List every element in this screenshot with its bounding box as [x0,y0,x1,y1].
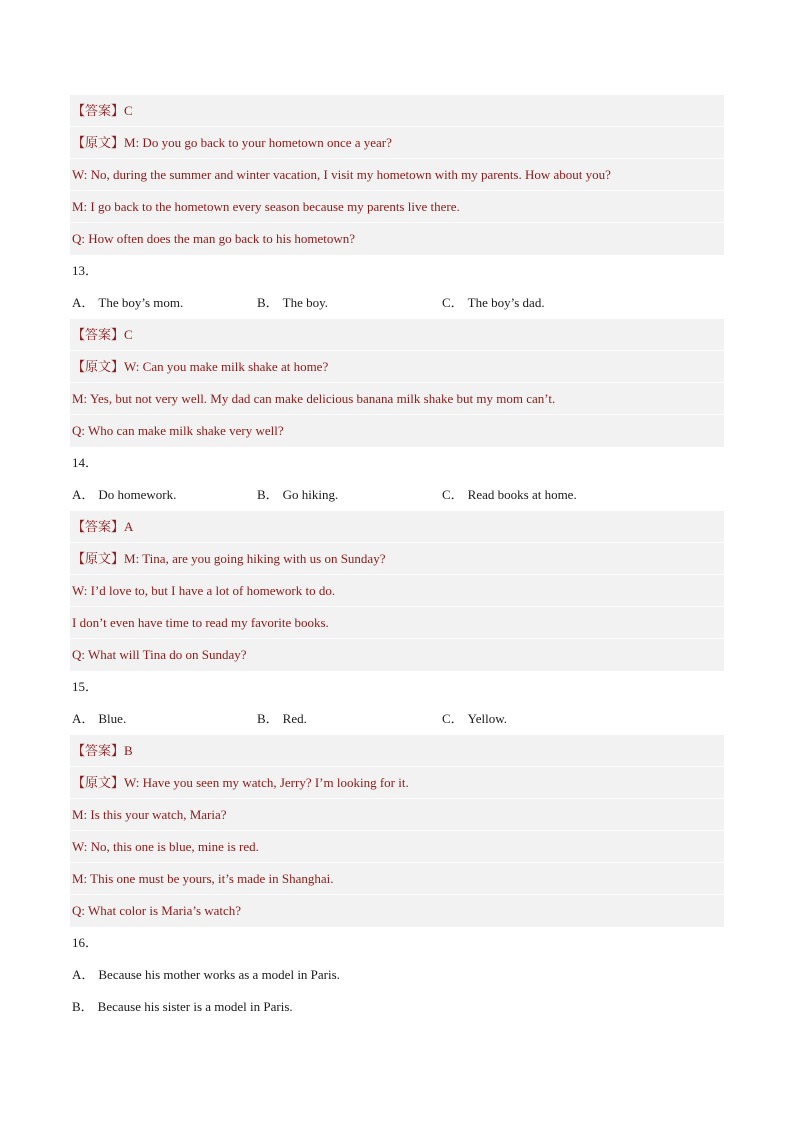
option-line [70,991,724,1023]
options-row [70,287,724,319]
answer-block [70,319,724,447]
answer-block [70,95,724,255]
answer-text: W: No, during the summer and winter vacation, I visit my hometown with my parents. How about you? [72,167,611,182]
answer-block [70,511,724,671]
answer-line [70,191,724,223]
answer-line [70,767,724,799]
option-item [442,479,627,511]
option-item [72,703,257,735]
option-text: The boy’s mom. [98,295,184,310]
option-letter: C． [442,487,464,502]
answer-tag: 【答案】 [72,519,125,534]
answer-text: M: Do you go back to your hometown once a year? [124,135,392,150]
question-number: 13． [72,263,99,278]
options-row [70,703,724,735]
answer-text: M: Is this your watch, Maria? [72,807,227,822]
answer-text: W: No, this one is blue, mine is red. [72,839,259,854]
answer-line [70,159,724,191]
option-item [257,287,442,319]
answer-line [70,223,724,255]
answer-text: C [124,103,133,118]
answer-tag: 【答案】 [72,743,125,758]
answer-text: M: Tina, are you going hiking with us on Sunday? [124,551,386,566]
option-text: Do homework. [98,487,177,502]
answer-text: Q: How often does the man go back to his hometown? [72,231,356,246]
answer-line [70,639,724,671]
options-row [70,479,724,511]
answer-text: W: Can you make milk shake at home? [124,359,329,374]
option-text: Read books at home. [467,487,577,502]
answer-text: A [124,519,134,534]
answer-line [70,351,724,383]
answer-line [70,831,724,863]
answer-line [70,415,724,447]
answer-text: M: This one must be yours, it’s made in Shanghai. [72,871,334,886]
option-letter: A． [72,967,95,982]
answer-block [70,735,724,927]
answer-text: B [124,743,133,758]
answer-line [70,607,724,639]
answer-text: Q: Who can make milk shake very well? [72,423,284,438]
answer-line [70,95,724,127]
option-letter: C． [442,711,464,726]
answer-tag: 【原文】 [72,135,125,150]
answer-line [70,383,724,415]
answer-text: W: Have you seen my watch, Jerry? I’m looking for it. [124,775,409,790]
answer-tag: 【答案】 [72,103,125,118]
option-letter: A． [72,711,95,726]
option-letter: B． [257,487,279,502]
answer-line [70,575,724,607]
answer-line [70,735,724,767]
answer-text: C [124,327,133,342]
option-text: Go hiking. [282,487,339,502]
option-letter: A． [72,487,95,502]
answer-line [70,863,724,895]
option-letter: C． [442,295,464,310]
question-number: 14． [72,455,99,470]
answer-text: Q: What will Tina do on Sunday? [72,647,247,662]
document-content [70,95,724,1023]
answer-line [70,543,724,575]
answer-text: Q: What color is Maria’s watch? [72,903,242,918]
answer-line [70,895,724,927]
answer-tag: 【原文】 [72,775,125,790]
option-text: The boy. [282,295,329,310]
question-number: 15． [72,679,99,694]
option-item [72,287,257,319]
option-text: Blue. [98,711,127,726]
question-number: 16． [72,935,99,950]
answer-text: M: Yes, but not very well. My dad can make delicious banana milk shake but my mom can’t. [72,391,556,406]
option-text: Red. [282,711,307,726]
option-text: Because his sister is a model in Paris. [97,999,293,1014]
option-line [70,959,724,991]
option-item [442,703,627,735]
answer-tag: 【原文】 [72,551,125,566]
option-item [257,703,442,735]
answer-line [70,127,724,159]
option-item [257,479,442,511]
option-item [442,287,627,319]
answer-line [70,511,724,543]
option-letter: B． [257,295,279,310]
answer-line [70,319,724,351]
answer-tag: 【原文】 [72,359,125,374]
answer-text: W: I’d love to, but I have a lot of homework to do. [72,583,336,598]
option-item [72,479,257,511]
answer-tag: 【答案】 [72,327,125,342]
option-letter: A． [72,295,95,310]
answer-text: M: I go back to the hometown every season because my parents live there. [72,199,460,214]
answer-text: I don’t even have time to read my favorite books. [72,615,329,630]
option-text: Yellow. [467,711,508,726]
option-letter: B． [257,711,279,726]
answer-line [70,799,724,831]
option-text: Because his mother works as a model in Paris. [98,967,340,982]
option-letter: B． [72,999,94,1014]
option-text: The boy’s dad. [467,295,545,310]
